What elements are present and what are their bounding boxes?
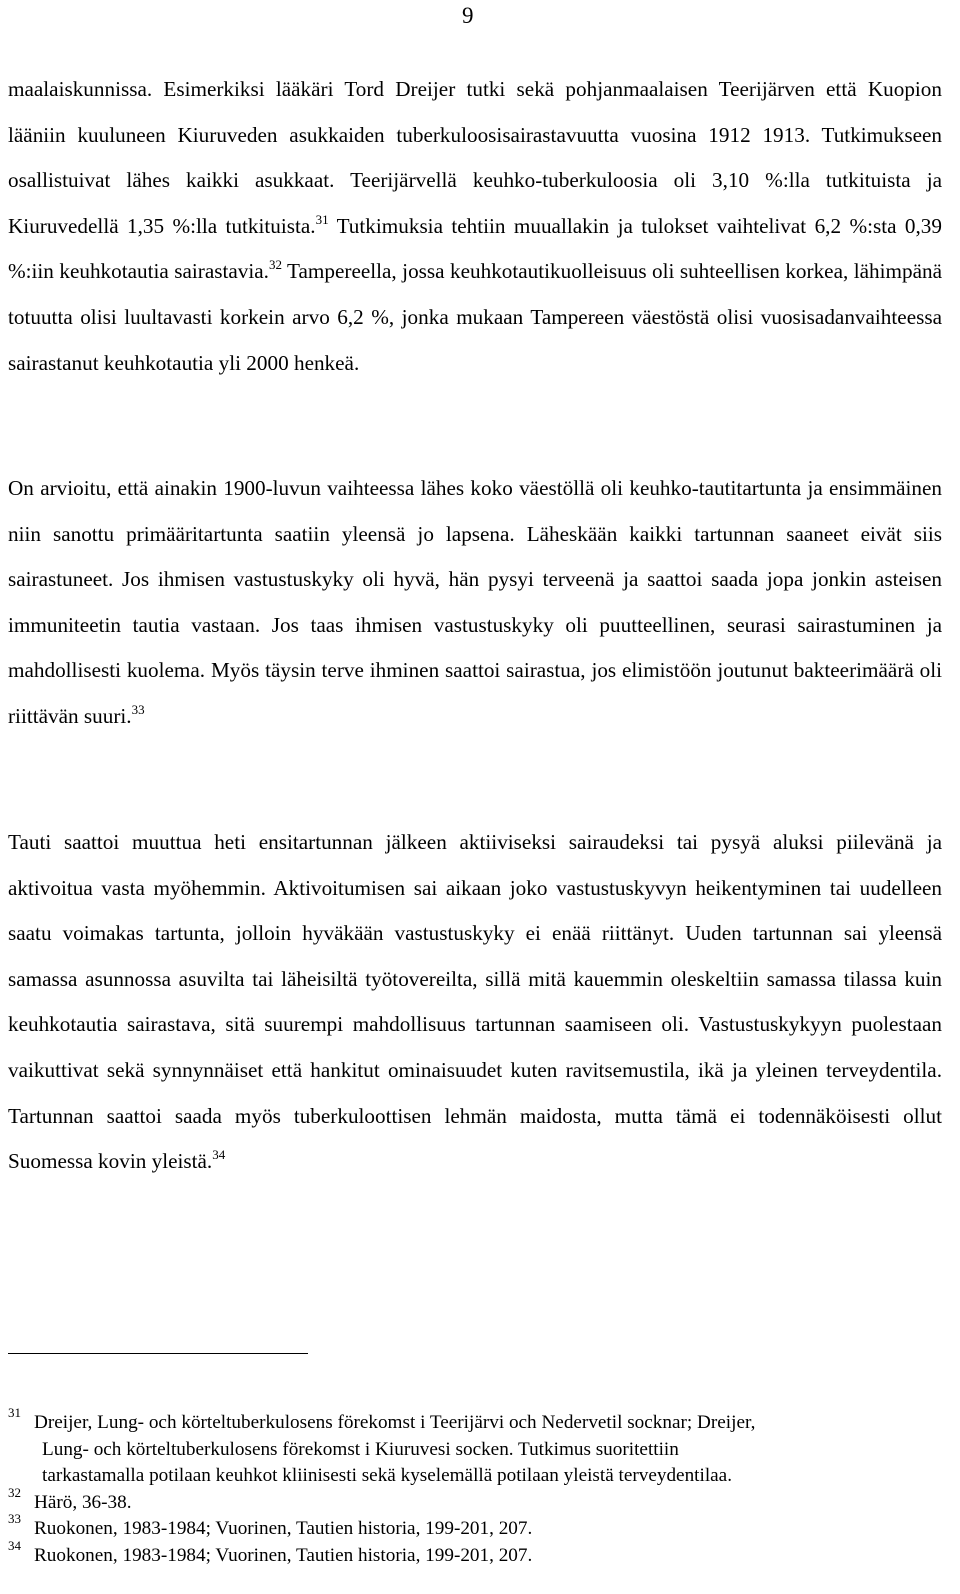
footnote-line: Ruokonen, 1983-1984; Vuorinen, Tautien historia, 199-201, 207. (34, 1518, 533, 1540)
footnote-number: 33 (8, 1511, 21, 1527)
footnote-ref-31[interactable]: 31 (315, 211, 329, 227)
footnote-line: tarkastamalla potilaan keuhkot kliinisesti sekä kyselemällä potilaan yleistä terveydentilaa. (42, 1465, 732, 1487)
paragraph-3-text: Tauti saattoi muuttua heti ensitartunnan jälkeen aktiiviseksi sairaudeksi tai pysyä aluksi piilevänä ja aktivoitua vasta myöhemmin. Aktivoitumisen sai aikaan joko vastustuskyvyn heikentyminen tai uudelleen saatu voimakas tartunta, jolloin hyväkään vastustuskyky ei enää riittänyt. Uuden tartunnan sai yleensä samassa asunnossa asuvilta tai läheisiltä työtovereilta, sillä mitä kauemmin oleskeltiin samassa tilassa kuin keuhkotautia sairastava, sitä suurempi mahdollisuus tartunnan saamiseen oli. Vastustuskykyyn puolestaan vaikuttivat sekä synnynnäiset että hankitut ominaisuudet kuten ravitsemustila, ikä ja yleinen terveydentila. Tartunnan saattoi saada myös tuberkuloottisen lehmän maidosta, mutta tämä ei todennäköisesti ollut Suomessa kovin yleistä. (8, 830, 942, 1174)
footnotes (8, 1405, 948, 1570)
paragraph-2 (8, 466, 942, 740)
footnote-separator (8, 1353, 308, 1354)
page-number: 9 (462, 3, 474, 28)
footnote-32 (8, 1484, 948, 1517)
footnote-ref-32[interactable]: 32 (268, 257, 282, 273)
paragraph-1-text-a: maalaiskunnissa. Esimerkiksi lääkäri Tord Dreijer tutki sekä pohjanmaalaisen Teerijärven että Kuopion lääniin kuuluneen Kiuruveden asukkaiden tuberkuloosisairastavuutta vuosina 1912 1913. Tutkimukseen osallistuivat lähes kaikki asukkaat. Teerijärvellä keuhko-tuberkuloosia oli 3,10 %:lla tutkituista ja Kiuruvedellä 1,35 %:lla tutkituista. (8, 77, 942, 238)
paragraph-1-text-b: Tutkimuksia tehtiin muuallakin ja tulokset vaihtelivat 6,2 %:sta 0,39 %:iin keuhkotautia sairastavia. (8, 213, 942, 284)
footnote-line: Dreijer, Lung- och körteltuberkulosens förekomst i Teerijärvi och Nedervetil socknar; Dreijer, (34, 1412, 756, 1433)
footnote-line: Lung- och körteltuberkulosens förekomst i Kiuruvesi socken. Tutkimus suoritettiin (42, 1438, 679, 1460)
footnote-line: Härö, 36-38. (34, 1491, 132, 1513)
footnote-ref-33[interactable]: 33 (131, 701, 145, 717)
footnote-number: 34 (8, 1537, 21, 1553)
paragraph-2-text: On arvioitu, että ainakin 1900-luvun vaihteessa lähes koko väestöllä oli keuhko-tautitartunta ja ensimmäinen niin sanottu primääritartunta saatiin yleensä jo lapsena. Läheskään kaikki tartunnan saaneet eivät siis sairastuneet. Jos ihmisen vastustuskyky oli hyvä, hän pysyi terveenä ja saattoi saada jopa jonkin asteisen immuniteetin tautia vastaan. Jos taas ihmisen vastustuskyky oli puutteellinen, seurasi sairastuminen ja mahdollisesti kuolema. Myös täysin terve ihminen saattoi sairastua, jos elimistöön joutunut bakteerimäärä oli riittävän suuri. (8, 476, 942, 728)
footnote-33 (8, 1511, 948, 1543)
footnote-line: Ruokonen, 1983-1984; Vuorinen, Tautien historia, 199-201, 207. (34, 1544, 533, 1566)
paragraph-3 (8, 820, 942, 1185)
footnote-34 (8, 1537, 948, 1570)
footnote-31 (8, 1405, 948, 1490)
paragraph-1 (8, 67, 942, 386)
footnote-ref-34[interactable]: 34 (212, 1147, 226, 1163)
footnote-number: 32 (8, 1484, 21, 1500)
footnote-number: 31 (8, 1405, 21, 1420)
paragraph-1-text-c: Tampereella, jossa keuhkotautikuolleisuus oli suhteellisen korkea, lähimpänä totuutta olisi luultavasti korkein arvo 6,2 %, jonka mukaan Tampereen väestöstä olisi vuosisadanvaihteessa sairastanut keuhkotautia yli 2000 henkeä. (8, 259, 942, 375)
